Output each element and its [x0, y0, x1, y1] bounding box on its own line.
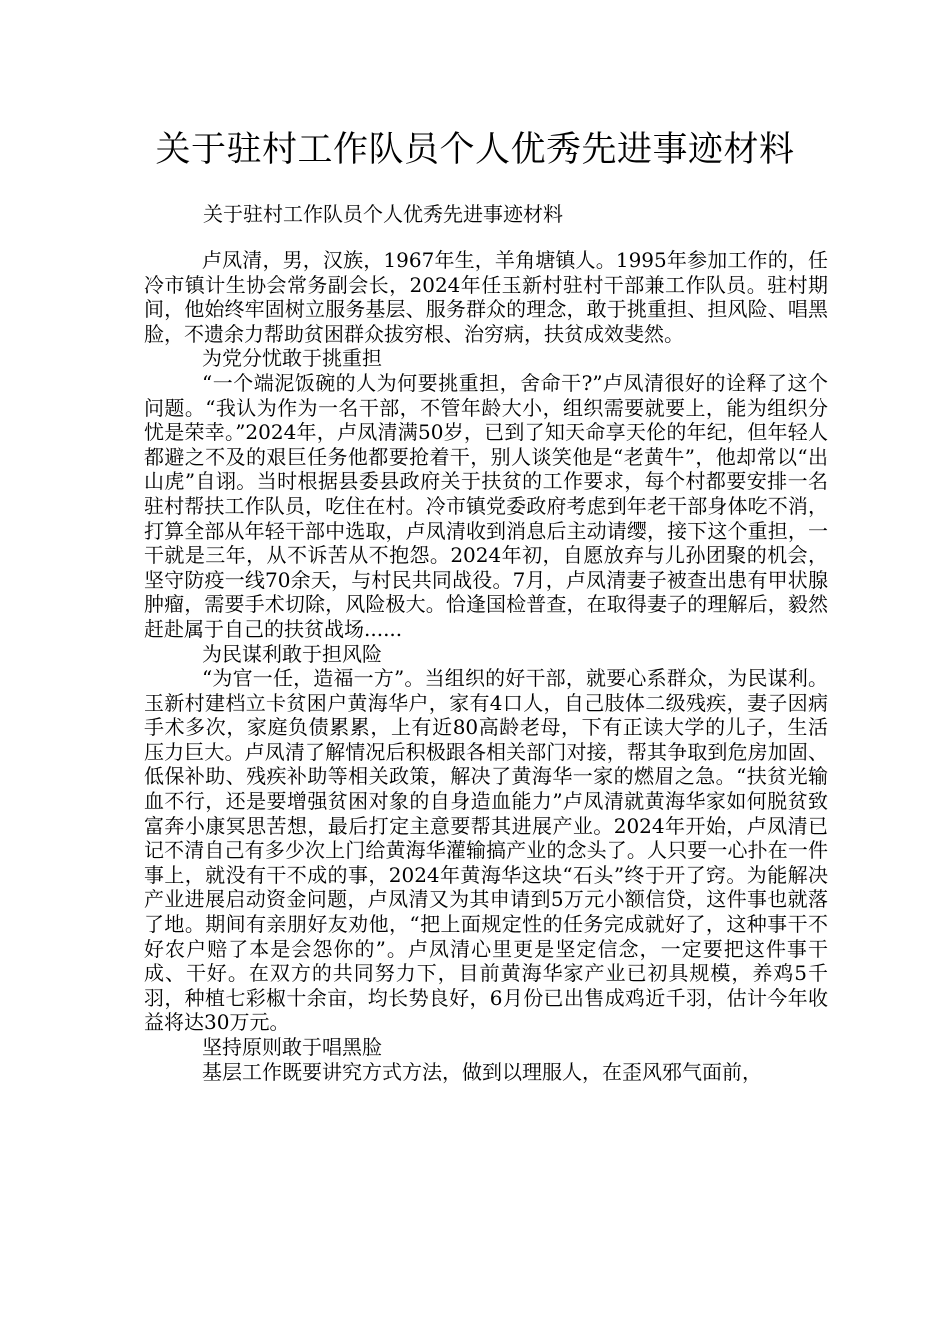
document-body — [144, 248, 828, 1084]
section-paragraph-2: “为官一任，造福一方”。当组织的好干部，就要心系群众，为民谋利。玉新村建档立卡贫困户黄海华户，家有4口人，自己肢体二级残疾，妻子因病手术多次，家庭负债累累，上有近80高龄老母，下有正读大学的儿子，生活压力巨大。卢凤清了解情况后积极跟各相关部门对接，帮其争取到危房加固、低保补助、残疾补助等相关政策，解决了黄海华一家的燃眉之急。“扶贫光输血不行，还是要增强贫困对象的自身造血能力”卢凤清就黄海华家如何脱贫致富奔小康冥思苦想，最后打定主意要帮其进展产业。2024年开始，卢凤清已记不清自己有多少次上门给黄海华灌输搞产业的念头了。人只要一心扑在一件事上，就没有干不成的事，2024年黄海华这块“石头”终于开了窍。为能解决产业进展启动资金问题，卢凤清又为其申请到5万元小额信贷，这件事也就落了地。期间有亲朋好友劝他，“把上面规定性的任务完成就好了，这种事干不好农户赔了本是会怨你的”。卢凤清心里更是坚定信念，一定要把这件事干成、干好。在双方的共同努力下，目前黄海华家产业已初具规模，养鸡5千羽，种植七彩椒十余亩，均长势良好，6月份已出售成鸡近千羽，估计今年收益将达30万元。 — [144, 666, 828, 1035]
section-paragraph-3: 基层工作既要讲究方式方法，做到以理服人，在歪风邪气面前， — [202, 1059, 762, 1084]
section-heading-3: 坚持原则敢于唱黑脸 — [202, 1035, 382, 1059]
document-subtitle: 关于驻村工作队员个人优秀先进事迹材料 — [203, 202, 563, 226]
section-heading-1: 为党分忧敢于挑重担 — [202, 346, 382, 371]
intro-paragraph: 卢凤清，男，汉族，1967年生，羊角塘镇人。1995年参加工作的，任冷市镇计生协会常务副会长，2024年任玉新村驻村干部兼工作队员。驻村期间，他始终牢固树立服务基层、服务群众的理念，敢于挑重担、担风险、唱黑脸，不遗余力帮助贫困群众拔穷根、治穷病，扶贫成效斐然。 — [144, 248, 828, 346]
document-title: 关于驻村工作队员个人优秀先进事迹材料 — [155, 130, 795, 170]
section-heading-2: 为民谋利敢于担风险 — [202, 641, 382, 666]
section-paragraph-1: “一个端泥饭碗的人为何要挑重担，舍命干?”卢凤清很好的诠释了这个问题。“我认为作为一名干部，不管年龄大小，组织需要就要上，能为组织分忧是荣幸。”2024年，卢凤清满50岁，已到了知天命享天伦的年纪，但年轻人都避之不及的艰巨任务他都要抢着干，别人谈笑他是“老黄牛”，他却常以“出山虎”自诩。当时根据县委县政府关于扶贫的工作要求，每个村都要安排一名驻村帮扶工作队员，吃住在村。冷市镇党委政府考虑到年老干部身体吃不消，打算全部从年轻干部中选取，卢凤清收到消息后主动请缨，接下这个重担，一干就是三年，从不诉苦从不抱怨。2024年初，自愿放弃与儿孙团聚的机会，坚守防疫一线70余天，与村民共同战役。7月，卢凤清妻子被查出患有甲状腺肿瘤，需要手术切除，风险极大。恰逢国检普查，在取得妻子的理解后，毅然赶赴属于自己的扶贫战场...... — [144, 370, 828, 641]
